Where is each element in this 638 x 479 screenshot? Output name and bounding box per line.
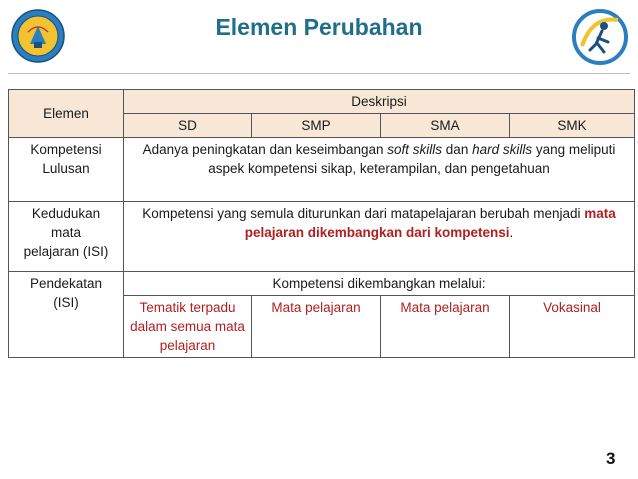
table-row bbox=[9, 138, 635, 202]
table-row bbox=[9, 272, 635, 296]
header-sma: SMA bbox=[381, 114, 510, 138]
header-smp: SMP bbox=[252, 114, 381, 138]
table-row bbox=[9, 202, 635, 272]
header-elemen: Elemen bbox=[9, 90, 124, 138]
table-header-row bbox=[9, 90, 635, 114]
row-label-kedudukan: Kedudukan mata pelajaran (ISI) bbox=[9, 202, 124, 272]
row-desc-kedudukan: Kompetensi yang semula diturunkan dari matapelajaran berubah menjadi mata pelajaran dikembangkan dari kompetensi. bbox=[124, 202, 635, 272]
row-label-pendekatan: Pendekatan (ISI) bbox=[9, 272, 124, 358]
row-label-kompetensi-lulusan: Kompetensi Lulusan bbox=[9, 138, 124, 202]
cell-pendekatan-smp: Mata pelajaran bbox=[252, 296, 381, 358]
row-intro-pendekatan: Kompetensi dikembangkan melalui: bbox=[124, 272, 635, 296]
cell-pendekatan-smk: Vokasinal bbox=[510, 296, 635, 358]
soft-skills-text: soft skills bbox=[387, 142, 443, 157]
page-number: 3 bbox=[606, 449, 616, 468]
row-desc-kompetensi-lulusan: Adanya peningkatan dan keseimbangan soft skills dan hard skills yang meliputi aspek kompetensi sikap, keterampilan, dan pengetahuan bbox=[124, 138, 635, 202]
page-title: Elemen Perubahan bbox=[215, 14, 423, 40]
highlight-text: mata pelajaran dikembangkan dari kompetensi bbox=[244, 206, 616, 240]
header-smk: SMK bbox=[510, 114, 635, 138]
cell-pendekatan-sd: Tematik terpadu dalam semua mata pelajaran bbox=[124, 296, 252, 358]
cell-pendekatan-sma: Mata pelajaran bbox=[381, 296, 510, 358]
header-sd: SD bbox=[124, 114, 252, 138]
header-deskripsi: Deskripsi bbox=[124, 90, 635, 114]
elemen-perubahan-table bbox=[8, 89, 635, 358]
hard-skills-text: hard skills bbox=[472, 142, 533, 157]
title-divider bbox=[8, 73, 630, 74]
tut-wuri-handayani-logo bbox=[10, 8, 66, 64]
kurikulum-2013-logo bbox=[568, 6, 632, 68]
